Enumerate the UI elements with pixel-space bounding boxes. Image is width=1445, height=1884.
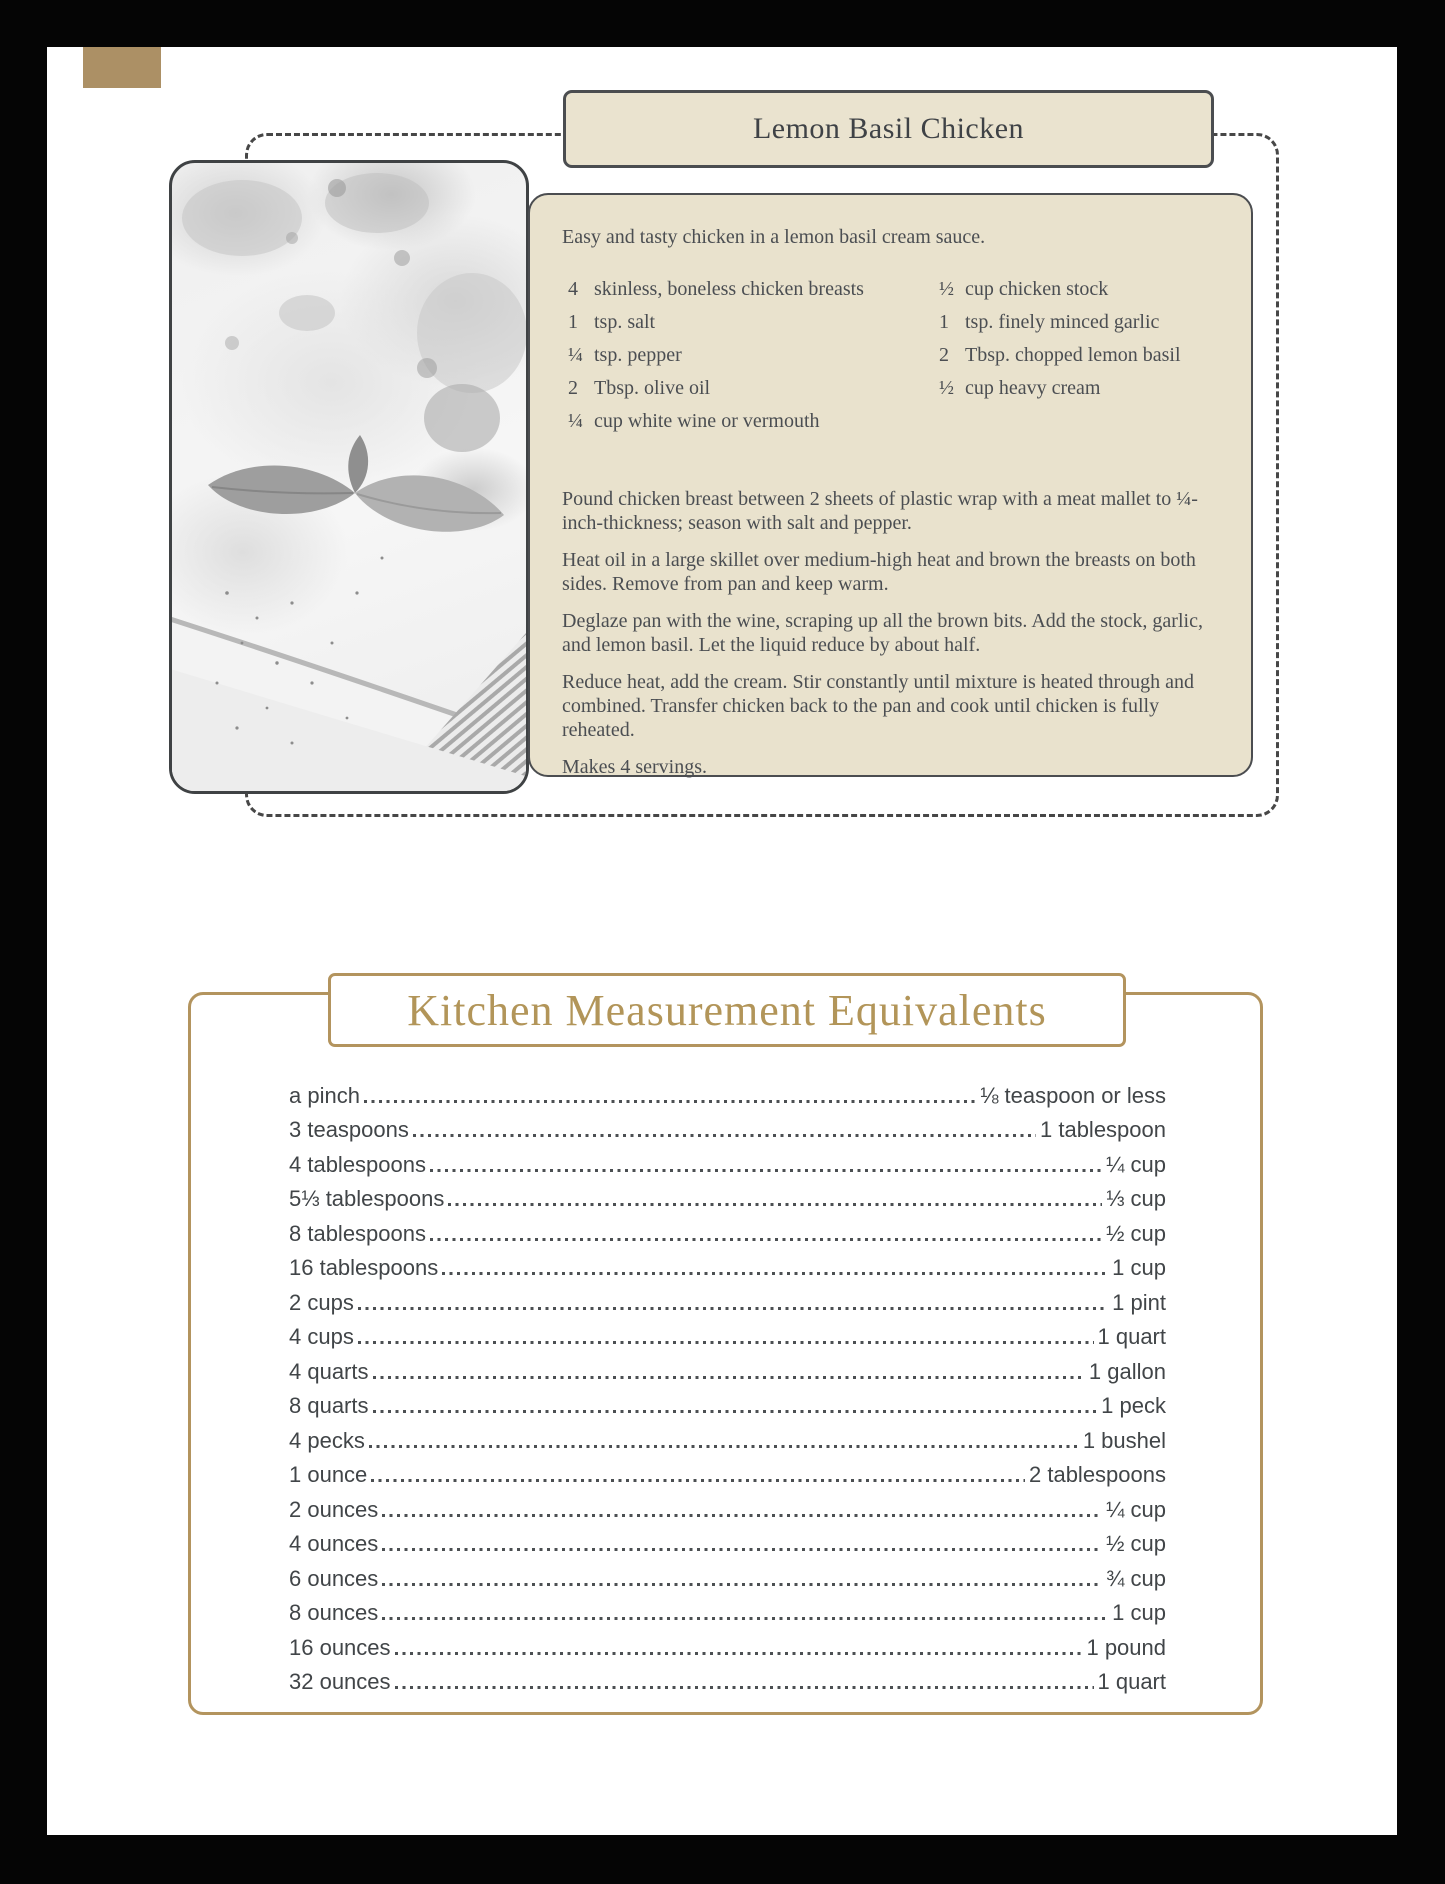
equivalent-right: ¼ cup bbox=[1106, 1151, 1166, 1177]
equivalent-left: 6 ounces bbox=[289, 1565, 379, 1591]
equivalent-right: ¼ cup bbox=[1106, 1496, 1166, 1522]
ingredient-text: tsp. pepper bbox=[594, 344, 682, 366]
ingredient-item bbox=[933, 278, 1213, 301]
ingredient-amount: 1 bbox=[939, 311, 949, 333]
equivalent-right: ¾ cup bbox=[1106, 1565, 1166, 1591]
equivalent-right: 1 pound bbox=[1086, 1634, 1166, 1660]
ingredient-item bbox=[933, 311, 1213, 334]
equivalent-row bbox=[289, 1107, 1166, 1142]
equivalent-left: 4 cups bbox=[289, 1324, 354, 1349]
equivalent-row bbox=[289, 1452, 1166, 1487]
equivalents-title-box bbox=[328, 973, 1126, 1047]
equivalent-row bbox=[289, 1072, 1166, 1107]
equivalent-row bbox=[289, 1279, 1166, 1314]
equivalent-right: 1 quart bbox=[1097, 1324, 1166, 1349]
ingredient-column-1 bbox=[562, 278, 933, 443]
ingredient-amount: ¼ bbox=[568, 344, 583, 366]
ingredient-text: cup heavy cream bbox=[965, 377, 1101, 399]
equivalent-row bbox=[289, 1245, 1166, 1280]
dotted-leader bbox=[430, 1238, 1102, 1241]
equivalent-right: ½ cup bbox=[1106, 1220, 1166, 1246]
dotted-leader bbox=[371, 1479, 1025, 1482]
equivalent-row bbox=[289, 1314, 1166, 1349]
equivalent-left: 2 ounces bbox=[289, 1496, 379, 1522]
equivalent-left: 4 quarts bbox=[289, 1358, 369, 1384]
equivalent-row bbox=[289, 1417, 1166, 1452]
equivalent-row bbox=[289, 1659, 1166, 1694]
dotted-leader bbox=[369, 1445, 1079, 1448]
equivalent-left: 4 tablespoons bbox=[289, 1151, 426, 1177]
recipe-title-box bbox=[563, 90, 1214, 168]
recipe-page bbox=[47, 47, 1397, 1835]
equivalent-left: 1 ounce bbox=[289, 1462, 368, 1487]
equivalent-row bbox=[289, 1624, 1166, 1659]
equivalent-left: 8 tablespoons bbox=[289, 1220, 426, 1246]
equivalent-right: 1 gallon bbox=[1088, 1358, 1166, 1384]
ingredient-text: Tbsp. olive oil bbox=[594, 377, 711, 399]
dotted-leader bbox=[373, 1376, 1085, 1379]
equivalent-right: ½ cup bbox=[1106, 1531, 1166, 1556]
ingredient-text: skinless, boneless chicken breasts bbox=[594, 278, 864, 300]
dotted-leader bbox=[395, 1686, 1094, 1689]
ingredient-amount: ¼ bbox=[568, 410, 583, 432]
equivalent-right: 1 cup bbox=[1112, 1600, 1166, 1625]
ingredient-amount: ½ bbox=[939, 377, 954, 399]
equivalent-left: 8 ounces bbox=[289, 1600, 379, 1625]
equivalent-left: 2 cups bbox=[289, 1289, 354, 1315]
dotted-leader bbox=[364, 1100, 976, 1103]
dotted-leader bbox=[382, 1514, 1102, 1517]
equivalent-right: 1 pint bbox=[1112, 1289, 1166, 1315]
dotted-leader bbox=[382, 1548, 1102, 1551]
ingredient-amount: 1 bbox=[568, 311, 578, 333]
equivalent-left: 8 quarts bbox=[289, 1393, 369, 1418]
dotted-leader bbox=[358, 1341, 1094, 1344]
equivalent-left: 3 teaspoons bbox=[289, 1117, 409, 1142]
equivalent-row bbox=[289, 1176, 1166, 1211]
equivalent-row bbox=[289, 1555, 1166, 1590]
dotted-leader bbox=[430, 1169, 1102, 1172]
equivalent-left: 4 ounces bbox=[289, 1531, 379, 1556]
ingredient-item bbox=[933, 377, 1213, 400]
equivalent-right: ⅛ teaspoon or less bbox=[980, 1082, 1166, 1108]
dotted-leader bbox=[358, 1307, 1108, 1310]
ingredient-amount: 2 bbox=[939, 344, 949, 366]
ingredient-item bbox=[562, 410, 933, 433]
equivalent-row bbox=[289, 1383, 1166, 1418]
dotted-leader bbox=[373, 1410, 1098, 1413]
ingredient-text: Tbsp. chopped lemon basil bbox=[965, 344, 1181, 366]
dotted-leader bbox=[413, 1134, 1036, 1137]
equivalent-left: 32 ounces bbox=[289, 1669, 391, 1694]
ingredient-item bbox=[562, 344, 933, 367]
recipe-yield: Makes 4 servings. bbox=[562, 756, 707, 778]
equivalent-right: 1 tablespoon bbox=[1040, 1117, 1166, 1142]
recipe-description: Easy and tasty chicken in a lemon basil cream sauce. bbox=[562, 226, 986, 248]
equivalent-left: a pinch bbox=[289, 1082, 360, 1108]
equivalent-row bbox=[289, 1141, 1166, 1176]
ingredient-item bbox=[933, 344, 1213, 367]
instruction-step: Pound chicken breast between 2 sheets of plastic wrap with a meat mallet to ¼-inch-thickness; season with salt and pepper. bbox=[562, 488, 1198, 534]
dish-photo bbox=[169, 160, 529, 794]
ingredient-item bbox=[562, 377, 933, 400]
recipe-content-box bbox=[528, 193, 1253, 777]
ingredient-item bbox=[562, 278, 933, 301]
corner-tab bbox=[83, 47, 161, 88]
equivalents-title: Kitchen Measurement Equivalents bbox=[407, 985, 1047, 1035]
ingredient-text: cup white wine or vermouth bbox=[594, 410, 820, 432]
equivalent-row bbox=[289, 1348, 1166, 1383]
equivalent-right: ⅓ cup bbox=[1106, 1186, 1166, 1211]
equivalent-right: 1 peck bbox=[1101, 1393, 1166, 1418]
equivalent-row bbox=[289, 1210, 1166, 1245]
equivalent-left: 16 tablespoons bbox=[289, 1255, 439, 1280]
equivalent-row bbox=[289, 1521, 1166, 1556]
equivalent-row bbox=[289, 1590, 1166, 1625]
ingredient-amount: 2 bbox=[568, 377, 578, 399]
dish-photo-illustration bbox=[172, 163, 526, 791]
ingredient-list bbox=[562, 278, 1213, 443]
dotted-leader bbox=[382, 1617, 1108, 1620]
ingredient-column-2 bbox=[933, 278, 1213, 443]
equivalent-right: 1 cup bbox=[1112, 1255, 1166, 1280]
instruction-step: Reduce heat, add the cream. Stir constantly until mixture is heated through and combined. Transfer chicken back to the pan and cook until chicken is fully reheated. bbox=[562, 671, 1195, 741]
ingredient-item bbox=[562, 311, 933, 334]
equivalents-list bbox=[289, 1072, 1166, 1693]
equivalent-row bbox=[289, 1486, 1166, 1521]
instruction-steps bbox=[562, 487, 1213, 779]
recipe-title: Lemon Basil Chicken bbox=[752, 112, 1025, 145]
equivalent-right: 1 bushel bbox=[1082, 1427, 1166, 1453]
instruction-step: Deglaze pan with the wine, scraping up all the brown bits. Add the stock, garlic, and lemon basil. Let the liquid reduce by about half. bbox=[562, 610, 1203, 656]
instruction-step: Heat oil in a large skillet over medium-high heat and brown the breasts on both sides. Remove from pan and keep warm. bbox=[562, 549, 1196, 595]
equivalent-right: 2 tablespoons bbox=[1029, 1462, 1166, 1487]
ingredient-text: cup chicken stock bbox=[965, 278, 1109, 300]
equivalent-left: 5⅓ tablespoons bbox=[289, 1186, 445, 1211]
dotted-leader bbox=[395, 1652, 1083, 1655]
ingredient-text: tsp. finely minced garlic bbox=[965, 311, 1160, 333]
ingredient-text: tsp. salt bbox=[594, 311, 656, 333]
equivalent-left: 4 pecks bbox=[289, 1427, 365, 1453]
dotted-leader bbox=[382, 1583, 1102, 1586]
dotted-leader bbox=[442, 1272, 1108, 1275]
ingredient-amount: ½ bbox=[939, 278, 954, 300]
ingredient-amount: 4 bbox=[568, 278, 578, 300]
equivalent-left: 16 ounces bbox=[289, 1634, 391, 1660]
dotted-leader bbox=[448, 1203, 1102, 1206]
equivalent-right: 1 quart bbox=[1097, 1669, 1166, 1694]
